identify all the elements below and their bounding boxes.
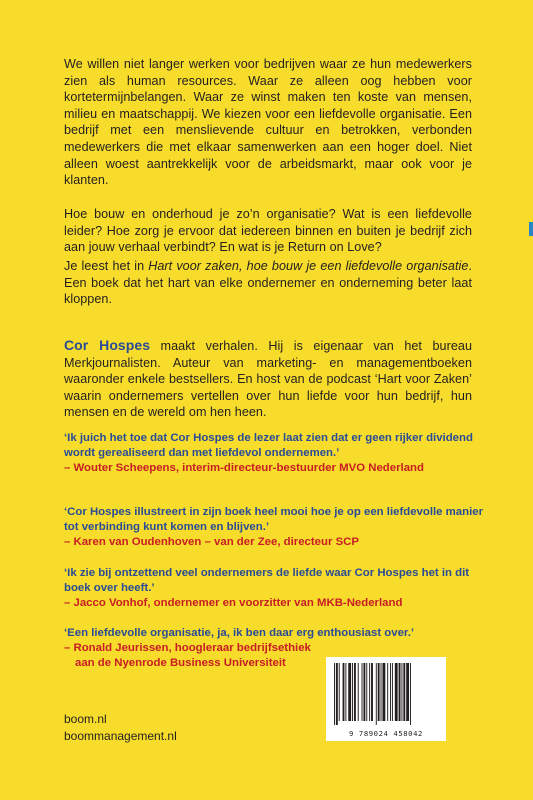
barcode-bar: [378, 663, 380, 721]
barcode-bar: [371, 663, 373, 721]
isbn-barcode: [326, 657, 446, 741]
quote-text: ‘Cor Hospes illustreert in zijn boek heel mooi hoe je op een liefdevolle manier tot verbinding kunt komen en blijven.’: [64, 506, 484, 533]
author-name: Cor Hospes: [64, 337, 151, 353]
barcode-bar: [401, 663, 402, 721]
isbn-digits: 9 789024 458042: [349, 729, 423, 738]
quote-text: ‘Een liefdevolle organisatie, ja, ik ben daar erg enthousiast over.’: [64, 627, 415, 639]
barcode-bar: [410, 663, 411, 725]
intro-paragraph: We willen niet langer werken voor bedrijven waar ze hun medewerkers zien als human resources. Waar ze alleen oog hebben voor kortetermijnbelangen. Waar ze winst maken ten koste van mensen, milieu en maatschappij. We kiezen voor een liefdevolle organisatie. Een bedrijf met een menslievende cultuur en betrokken, verbonden medewerkers die met elkaar samenwerken aan een hoger doel. Niet alleen woest aantrekkelijk voor de arbeidsmarkt, maar ook voor je klanten.: [64, 57, 472, 188]
edge-marker: [529, 222, 533, 236]
barcode-bar: [382, 663, 385, 721]
barcode-bar: [354, 663, 356, 721]
quote-text: ‘Ik juich het toe dat Cor Hospes de lezer laat zien dat er geen rijker dividend wordt gerealiseerd dan met liefdevol ondernemen.’: [64, 432, 473, 459]
barcode-bar: [343, 663, 345, 721]
author-paragraph: [64, 337, 472, 421]
barcode-bar: [390, 663, 391, 721]
book-description: . Een boek dat het hart van elke ondernemer en onderneming beter laat kloppen.: [64, 259, 472, 307]
book-intro-text: Je leest het in: [64, 259, 149, 273]
barcode-bar: [392, 663, 393, 721]
barcode-bar: [376, 663, 377, 725]
barcode-bar: [348, 663, 351, 721]
barcode-bar: [345, 663, 346, 721]
quote-source: – Jacco Vonhof, ondernemer en voorzitter van MKB-Nederland: [64, 597, 403, 609]
barcode-bar: [362, 663, 363, 721]
book-paragraph: [64, 258, 472, 308]
barcode-bar: [369, 663, 370, 721]
endorsement-quote: [64, 505, 484, 550]
barcode-bar: [363, 663, 365, 721]
author-bio: maakt verhalen. Hij is eigenaar van het bureau Merkjournalisten. Auteur van marketing- en managementboeken waaronder enkele bestsellers. En host van de podcast ‘Hart voor Zaken’ waarin ondernemers vertellen over hun liefde voor hun bedrijf, hun mensen en de wereld om hen heen.: [64, 339, 472, 420]
quote-source-affiliation: aan de Nyenrode Business Universiteit: [75, 657, 286, 669]
quote-source: – Ronald Jeurissen, hoogleraar bedrijfsethiek: [64, 642, 311, 654]
barcode-bar: [381, 663, 382, 721]
barcode-bar: [403, 663, 405, 721]
barcode-bar: [395, 663, 398, 721]
barcode-bar: [366, 663, 367, 721]
publisher-links: [64, 711, 177, 745]
barcode-bar: [358, 663, 359, 721]
quote-source: – Wouter Scheepens, interim-directeur-bestuurder MVO Nederland: [64, 462, 424, 474]
quote-source: – Karen van Oudenhoven – van der Zee, directeur SCP: [64, 536, 359, 548]
endorsement-quote: [64, 431, 484, 476]
barcode-bar: [399, 663, 401, 721]
endorsement-quote: [64, 566, 484, 611]
publisher-link-boom[interactable]: boom.nl: [64, 712, 107, 726]
barcode-bar: [336, 663, 338, 725]
barcode-bar: [339, 663, 340, 721]
barcode-bar: [334, 663, 335, 725]
questions-paragraph: Hoe bouw en onderhoud je zo’n organisatie? Wat is een liefdevolle leider? Hoe zorg je ervoor dat iedereen binnen en buiten je bedrijf zich aan jouw verhaal verbindt? En wat is je Return on Love?: [64, 207, 472, 255]
quote-text: ‘Ik zie bij ontzettend veel ondernemers de liefde waar Cor Hospes het in dit boek over heeft.’: [64, 567, 470, 594]
barcode-bar: [406, 663, 409, 721]
book-title: Hart voor zaken, hoe bouw je een liefdevolle organisatie: [148, 259, 469, 273]
barcode-bars: [333, 663, 439, 725]
publisher-link-boommanagement[interactable]: boommanagement.nl: [64, 729, 177, 743]
barcode-bar: [352, 663, 353, 721]
barcode-bar: [387, 663, 388, 721]
